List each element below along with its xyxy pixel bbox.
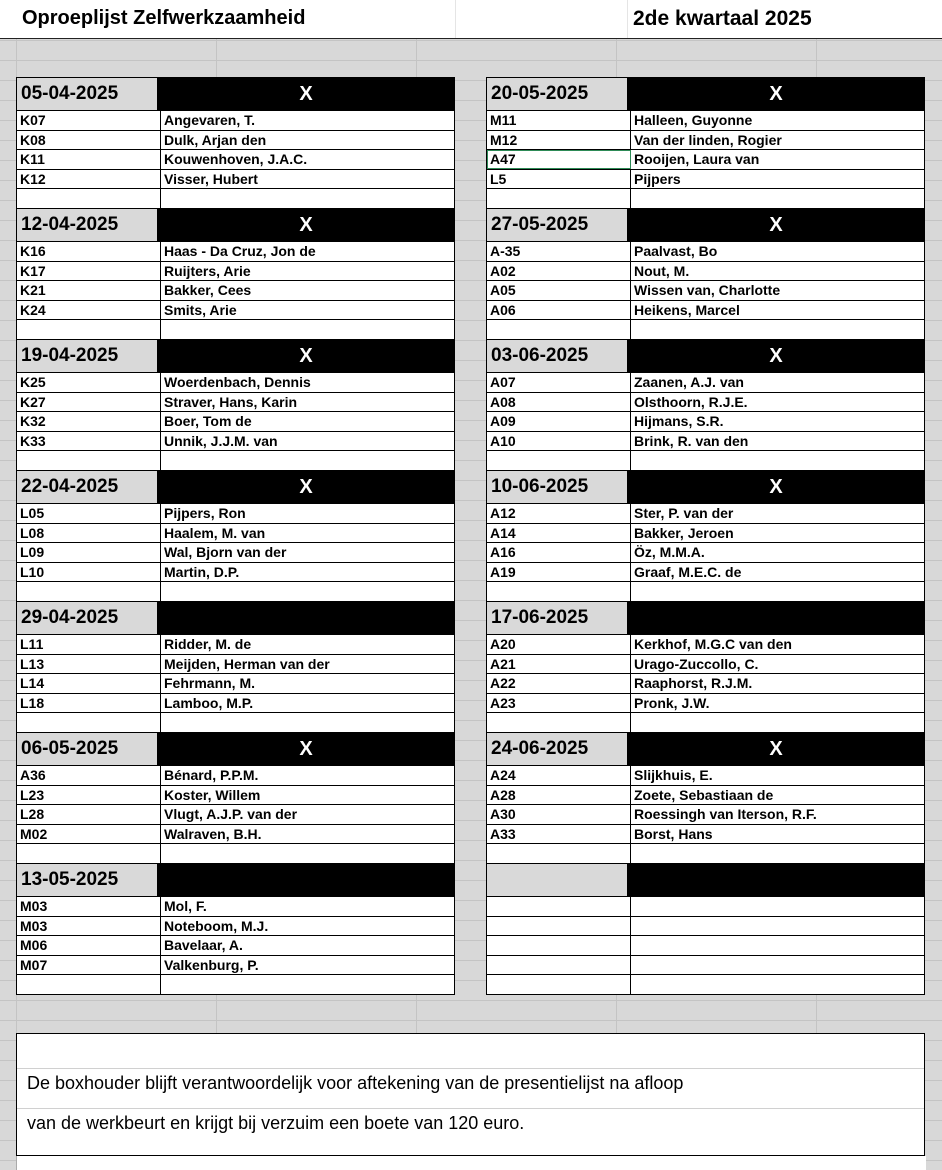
schedule-mark-cell[interactable]: X bbox=[627, 208, 925, 242]
box-code-cell[interactable]: L09 bbox=[17, 543, 161, 562]
table-row bbox=[486, 412, 925, 432]
member-name-cell[interactable] bbox=[631, 936, 924, 955]
box-code-cell[interactable]: M07 bbox=[17, 956, 161, 975]
member-name-cell[interactable]: Hijmans, S.R. bbox=[634, 413, 724, 430]
box-code-cell[interactable]: A22 bbox=[487, 674, 631, 693]
box-code-cell[interactable]: A06 bbox=[487, 301, 631, 320]
schedule-block-header bbox=[486, 339, 925, 373]
table-row bbox=[16, 786, 455, 806]
table-row bbox=[16, 373, 455, 393]
table-row bbox=[486, 844, 925, 864]
table-row bbox=[486, 786, 925, 806]
table-row bbox=[16, 844, 455, 864]
schedule-block-header bbox=[16, 77, 455, 111]
member-name-cell[interactable] bbox=[161, 189, 454, 208]
box-code-cell[interactable]: A05 bbox=[487, 281, 631, 300]
schedule-block bbox=[16, 339, 455, 470]
schedule-date-cell[interactable]: 17-06-2025 bbox=[486, 601, 627, 635]
table-row bbox=[16, 432, 455, 452]
sheet-header bbox=[0, 0, 942, 39]
table-row bbox=[486, 131, 925, 151]
table-row bbox=[16, 150, 455, 170]
schedule-date-cell[interactable]: 20-05-2025 bbox=[486, 77, 627, 111]
member-name-cell[interactable]: Halleen, Guyonne bbox=[634, 112, 753, 128]
box-code-cell[interactable]: A02 bbox=[487, 262, 631, 281]
member-name-cell[interactable]: Pijpers, Ron bbox=[164, 505, 246, 521]
member-name-cell[interactable]: Haalem, M. van bbox=[164, 524, 266, 541]
member-name-cell[interactable]: Unnik, J.J.M. van bbox=[164, 432, 278, 449]
table-row bbox=[16, 805, 455, 825]
schedule-block-header bbox=[486, 863, 925, 897]
box-code-cell[interactable]: A09 bbox=[487, 412, 631, 431]
schedule-mark-cell[interactable] bbox=[627, 863, 925, 897]
schedule-block-header bbox=[16, 339, 455, 373]
box-code-cell[interactable] bbox=[17, 189, 161, 208]
table-row bbox=[486, 563, 925, 583]
schedule-block-header bbox=[16, 732, 455, 766]
box-code-cell[interactable]: L05 bbox=[17, 504, 161, 523]
box-code-cell[interactable]: K08 bbox=[17, 131, 161, 150]
schedule-block bbox=[16, 77, 455, 208]
member-name-cell[interactable]: Zoete, Sebastiaan de bbox=[634, 786, 774, 803]
schedule-mark-cell[interactable]: X bbox=[627, 77, 925, 111]
box-code-cell[interactable] bbox=[487, 936, 631, 955]
member-name-cell[interactable]: Bénard, P.P.M. bbox=[164, 767, 259, 783]
table-row bbox=[486, 917, 925, 937]
box-code-cell[interactable] bbox=[487, 897, 631, 916]
table-row bbox=[486, 504, 925, 524]
member-name-cell[interactable]: Rooijen, Laura van bbox=[634, 151, 760, 168]
box-code-cell[interactable] bbox=[487, 917, 631, 936]
member-name-cell[interactable]: Visser, Hubert bbox=[164, 170, 258, 187]
schedule-mark-cell[interactable]: X bbox=[627, 339, 925, 373]
schedule-mark-cell[interactable]: X bbox=[157, 470, 455, 504]
member-name-cell[interactable]: Ruijters, Arie bbox=[164, 262, 251, 279]
box-code-cell[interactable]: A20 bbox=[487, 635, 631, 654]
box-code-cell[interactable] bbox=[487, 320, 631, 339]
table-row bbox=[486, 524, 925, 544]
schedule-date-cell[interactable]: 27-05-2025 bbox=[486, 208, 627, 242]
schedule-block bbox=[486, 470, 925, 601]
notice-gridline bbox=[17, 1068, 924, 1069]
schedule-mark-cell[interactable]: X bbox=[157, 732, 455, 766]
member-name-cell[interactable]: Paalvast, Bo bbox=[634, 243, 718, 259]
table-row bbox=[486, 694, 925, 714]
schedule-mark-cell[interactable] bbox=[157, 863, 455, 897]
table-row bbox=[486, 674, 925, 694]
box-code-cell[interactable]: A08 bbox=[487, 393, 631, 412]
schedule-block-header bbox=[16, 470, 455, 504]
member-name-cell[interactable]: Slijkhuis, E. bbox=[634, 767, 713, 783]
member-name-cell[interactable]: Nout, M. bbox=[634, 262, 690, 279]
table-row bbox=[16, 917, 455, 937]
schedule-date-cell[interactable]: 29-04-2025 bbox=[16, 601, 157, 635]
member-name-cell[interactable]: Öz, M.M.A. bbox=[634, 544, 705, 561]
schedule-block bbox=[486, 863, 925, 994]
table-row bbox=[486, 582, 925, 602]
box-code-cell[interactable]: A36 bbox=[17, 766, 161, 785]
box-code-cell[interactable]: L18 bbox=[17, 694, 161, 713]
box-code-cell[interactable]: K27 bbox=[17, 393, 161, 412]
notice-gridline bbox=[17, 1108, 924, 1109]
box-code-cell[interactable]: A47 bbox=[487, 150, 631, 169]
member-name-cell[interactable]: Ridder, M. de bbox=[164, 636, 252, 652]
member-name-cell[interactable]: Heikens, Marcel bbox=[634, 301, 740, 318]
table-row bbox=[16, 170, 455, 190]
table-row bbox=[16, 111, 455, 131]
schedule-block bbox=[16, 732, 455, 863]
left-schedule-column bbox=[16, 77, 455, 994]
table-row bbox=[486, 805, 925, 825]
table-row bbox=[486, 432, 925, 452]
schedule-date-cell[interactable]: 13-05-2025 bbox=[16, 863, 157, 897]
box-code-cell[interactable]: A23 bbox=[487, 694, 631, 713]
table-row bbox=[486, 897, 925, 917]
table-row bbox=[16, 956, 455, 976]
member-name-cell[interactable]: Angevaren, T. bbox=[164, 112, 256, 128]
table-row bbox=[486, 320, 925, 340]
box-code-cell[interactable] bbox=[487, 451, 631, 470]
box-code-cell[interactable]: A28 bbox=[487, 786, 631, 805]
quarter-label[interactable]: 2de kwartaal 2025 bbox=[633, 7, 812, 30]
schedule-date-cell[interactable]: 05-04-2025 bbox=[16, 77, 157, 111]
table-row bbox=[16, 936, 455, 956]
member-name-cell[interactable] bbox=[161, 320, 454, 339]
schedule-block bbox=[486, 77, 925, 208]
box-code-cell[interactable]: A19 bbox=[487, 563, 631, 582]
member-name-cell[interactable] bbox=[631, 897, 924, 916]
column-gridline bbox=[627, 0, 628, 38]
schedule-block bbox=[486, 339, 925, 470]
box-code-cell[interactable]: L23 bbox=[17, 786, 161, 805]
table-row bbox=[16, 393, 455, 413]
schedule-block-header bbox=[486, 208, 925, 242]
table-row bbox=[486, 825, 925, 845]
member-name-cell[interactable] bbox=[631, 320, 924, 339]
member-name-cell[interactable]: Graaf, M.E.C. de bbox=[634, 563, 742, 580]
member-name-cell[interactable]: Pronk, J.W. bbox=[634, 694, 710, 711]
table-row bbox=[16, 975, 455, 995]
notice-line-1: De boxhouder blijft verantwoordelijk voor aftekening van de presentielijst na afloop bbox=[27, 1073, 684, 1093]
box-code-cell[interactable] bbox=[17, 713, 161, 732]
table-row bbox=[16, 524, 455, 544]
box-code-cell[interactable]: A14 bbox=[487, 524, 631, 543]
member-name-cell[interactable] bbox=[161, 975, 454, 994]
member-name-cell[interactable]: Bakker, Jeroen bbox=[634, 524, 734, 541]
table-row bbox=[16, 582, 455, 602]
table-row bbox=[16, 242, 455, 262]
box-code-cell[interactable]: K16 bbox=[17, 242, 161, 261]
table-row bbox=[16, 301, 455, 321]
notice-box[interactable] bbox=[16, 1033, 925, 1156]
schedule-block-header bbox=[486, 732, 925, 766]
table-row bbox=[16, 320, 455, 340]
member-name-cell[interactable]: Roessingh van Iterson, R.F. bbox=[634, 806, 817, 823]
member-name-cell[interactable]: Meijden, Herman van der bbox=[164, 655, 330, 672]
table-row bbox=[16, 504, 455, 524]
box-code-cell[interactable]: A33 bbox=[487, 825, 631, 844]
box-code-cell[interactable]: M06 bbox=[17, 936, 161, 955]
member-name-cell[interactable]: Fehrmann, M. bbox=[164, 675, 256, 692]
member-name-cell[interactable]: Wissen van, Charlotte bbox=[634, 282, 781, 299]
table-row bbox=[486, 543, 925, 563]
table-row bbox=[486, 956, 925, 976]
table-row bbox=[486, 189, 925, 209]
table-row bbox=[486, 975, 925, 995]
table-row bbox=[16, 635, 455, 655]
table-row bbox=[486, 766, 925, 786]
box-code-cell[interactable] bbox=[17, 975, 161, 994]
member-name-cell[interactable]: Borst, Hans bbox=[634, 825, 713, 842]
member-name-cell[interactable]: Smits, Arie bbox=[164, 301, 237, 318]
schedule-block bbox=[16, 470, 455, 601]
schedule-mark-cell[interactable]: X bbox=[627, 732, 925, 766]
member-name-cell[interactable]: Martin, D.P. bbox=[164, 563, 240, 580]
box-code-cell[interactable] bbox=[17, 844, 161, 863]
member-name-cell[interactable] bbox=[161, 582, 454, 601]
table-row bbox=[486, 281, 925, 301]
box-code-cell[interactable]: A07 bbox=[487, 373, 631, 392]
box-code-cell[interactable]: K24 bbox=[17, 301, 161, 320]
member-name-cell[interactable]: Valkenburg, P. bbox=[164, 956, 259, 973]
box-code-cell[interactable]: K07 bbox=[17, 111, 161, 130]
box-code-cell[interactable] bbox=[17, 451, 161, 470]
member-name-cell[interactable]: Bakker, Cees bbox=[164, 282, 252, 299]
table-row bbox=[16, 655, 455, 675]
box-code-cell[interactable]: M03 bbox=[17, 897, 161, 916]
box-code-cell[interactable]: A12 bbox=[487, 504, 631, 523]
box-code-cell[interactable]: A16 bbox=[487, 543, 631, 562]
box-code-cell[interactable] bbox=[17, 582, 161, 601]
box-code-cell[interactable]: M02 bbox=[17, 825, 161, 844]
table-row bbox=[16, 262, 455, 282]
table-row bbox=[16, 543, 455, 563]
member-name-cell[interactable] bbox=[161, 713, 454, 732]
table-row bbox=[486, 111, 925, 131]
schedule-block bbox=[486, 208, 925, 339]
schedule-date-cell[interactable]: 24-06-2025 bbox=[486, 732, 627, 766]
schedule-date-cell[interactable]: 19-04-2025 bbox=[16, 339, 157, 373]
table-row bbox=[16, 897, 455, 917]
schedule-block-header bbox=[486, 77, 925, 111]
box-code-cell[interactable]: A-35 bbox=[487, 242, 631, 261]
member-name-cell[interactable]: Urago-Zuccollo, C. bbox=[634, 655, 759, 672]
table-row bbox=[16, 281, 455, 301]
member-name-cell[interactable]: Zaanen, A.J. van bbox=[634, 374, 744, 390]
table-row bbox=[16, 713, 455, 733]
box-code-cell[interactable]: M12 bbox=[487, 131, 631, 150]
box-code-cell[interactable] bbox=[487, 844, 631, 863]
member-name-cell[interactable]: Brink, R. van den bbox=[634, 432, 749, 449]
member-name-cell[interactable] bbox=[631, 975, 924, 994]
member-name-cell[interactable]: Dulk, Arjan den bbox=[164, 131, 267, 148]
table-row bbox=[486, 451, 925, 471]
schedule-block bbox=[486, 732, 925, 863]
schedule-block-header bbox=[486, 470, 925, 504]
schedule-mark-cell[interactable]: X bbox=[157, 208, 455, 242]
box-code-cell[interactable] bbox=[487, 582, 631, 601]
table-row bbox=[486, 301, 925, 321]
member-name-cell[interactable] bbox=[631, 582, 924, 601]
member-name-cell[interactable] bbox=[631, 713, 924, 732]
schedule-block bbox=[16, 601, 455, 732]
table-row bbox=[16, 766, 455, 786]
table-row bbox=[486, 242, 925, 262]
box-code-cell[interactable]: L08 bbox=[17, 524, 161, 543]
table-row bbox=[16, 131, 455, 151]
box-code-cell[interactable]: L14 bbox=[17, 674, 161, 693]
box-code-cell[interactable]: L28 bbox=[17, 805, 161, 824]
member-name-cell[interactable]: Noteboom, M.J. bbox=[164, 917, 269, 934]
box-code-cell[interactable]: K21 bbox=[17, 281, 161, 300]
table-row bbox=[16, 694, 455, 714]
member-name-cell[interactable]: Olsthoorn, R.J.E. bbox=[634, 393, 748, 410]
table-row bbox=[16, 412, 455, 432]
right-schedule-column bbox=[486, 77, 925, 994]
sheet-title[interactable]: Oproeplijst Zelfwerkzaamheid bbox=[22, 7, 306, 29]
table-row bbox=[486, 393, 925, 413]
table-row bbox=[16, 189, 455, 209]
table-row bbox=[486, 262, 925, 282]
member-name-cell[interactable]: Raaphorst, R.J.M. bbox=[634, 675, 753, 692]
schedule-block bbox=[16, 863, 455, 994]
table-row bbox=[486, 635, 925, 655]
box-code-cell[interactable]: M11 bbox=[487, 111, 631, 130]
schedule-mark-cell[interactable]: X bbox=[157, 77, 455, 111]
box-code-cell[interactable]: K12 bbox=[17, 170, 161, 189]
notice-line-2: van de werkbeurt en krijgt bij verzuim een boete van 120 euro. bbox=[27, 1113, 525, 1133]
schedule-date-cell[interactable]: 03-06-2025 bbox=[486, 339, 627, 373]
member-name-cell[interactable]: Mol, F. bbox=[164, 898, 207, 914]
table-row bbox=[486, 170, 925, 190]
schedule-block bbox=[486, 601, 925, 732]
member-name-cell[interactable] bbox=[631, 189, 924, 208]
table-row bbox=[486, 150, 925, 170]
schedule-date-cell[interactable]: 06-05-2025 bbox=[16, 732, 157, 766]
box-code-cell[interactable]: M03 bbox=[17, 917, 161, 936]
member-name-cell[interactable]: Vlugt, A.J.P. van der bbox=[164, 806, 298, 823]
box-code-cell[interactable]: L5 bbox=[487, 170, 631, 189]
member-name-cell[interactable]: Boer, Tom de bbox=[164, 413, 252, 430]
box-code-cell[interactable] bbox=[17, 320, 161, 339]
member-name-cell[interactable] bbox=[631, 956, 924, 975]
member-name-cell[interactable] bbox=[631, 451, 924, 470]
box-code-cell[interactable]: A24 bbox=[487, 766, 631, 785]
schedule-date-cell[interactable]: 10-06-2025 bbox=[486, 470, 627, 504]
member-name-cell[interactable] bbox=[161, 844, 454, 863]
box-code-cell[interactable] bbox=[487, 713, 631, 732]
member-name-cell[interactable] bbox=[631, 844, 924, 863]
table-row bbox=[16, 825, 455, 845]
schedule-block-header bbox=[16, 208, 455, 242]
table-row bbox=[16, 674, 455, 694]
table-row bbox=[486, 373, 925, 393]
box-code-cell[interactable]: L13 bbox=[17, 655, 161, 674]
box-code-cell[interactable]: A10 bbox=[487, 432, 631, 451]
box-code-cell[interactable]: K32 bbox=[17, 412, 161, 431]
box-code-cell[interactable]: A21 bbox=[487, 655, 631, 674]
box-code-cell[interactable]: L11 bbox=[17, 635, 161, 654]
table-row bbox=[16, 563, 455, 583]
box-code-cell[interactable]: K25 bbox=[17, 373, 161, 392]
schedule-mark-cell[interactable]: X bbox=[157, 339, 455, 373]
member-name-cell[interactable] bbox=[161, 451, 454, 470]
member-name-cell[interactable]: Bavelaar, A. bbox=[164, 937, 243, 954]
member-name-cell[interactable]: Wal, Bjorn van der bbox=[164, 544, 287, 561]
schedule-mark-cell[interactable] bbox=[627, 601, 925, 635]
member-name-cell[interactable]: Ster, P. van der bbox=[634, 505, 734, 521]
table-row bbox=[486, 655, 925, 675]
box-code-cell[interactable]: K33 bbox=[17, 432, 161, 451]
box-code-cell[interactable] bbox=[487, 975, 631, 994]
member-name-cell[interactable]: Walraven, B.H. bbox=[164, 825, 262, 842]
schedule-date-cell[interactable]: 22-04-2025 bbox=[16, 470, 157, 504]
column-gridline bbox=[455, 0, 456, 38]
member-name-cell[interactable]: Kouwenhoven, J.A.C. bbox=[164, 151, 308, 168]
member-name-cell[interactable]: Woerdenbach, Dennis bbox=[164, 374, 311, 390]
member-name-cell[interactable]: Straver, Hans, Karin bbox=[164, 393, 298, 410]
schedule-block-header bbox=[16, 863, 455, 897]
schedule-date-cell[interactable] bbox=[486, 863, 627, 897]
schedule-block bbox=[16, 208, 455, 339]
member-name-cell[interactable]: Kerkhof, M.G.C van den bbox=[634, 636, 792, 652]
member-name-cell[interactable]: Van der linden, Rogier bbox=[634, 131, 782, 148]
box-code-cell[interactable] bbox=[487, 956, 631, 975]
schedule-block-header bbox=[486, 601, 925, 635]
table-row bbox=[486, 936, 925, 956]
schedule-block-header bbox=[16, 601, 455, 635]
member-name-cell[interactable]: Lamboo, M.P. bbox=[164, 694, 254, 711]
member-name-cell[interactable] bbox=[631, 917, 924, 936]
box-code-cell[interactable]: L10 bbox=[17, 563, 161, 582]
member-name-cell[interactable]: Koster, Willem bbox=[164, 786, 261, 803]
sheet-bottom-row bbox=[16, 1156, 926, 1170]
box-code-cell[interactable] bbox=[487, 189, 631, 208]
box-code-cell[interactable]: K11 bbox=[17, 150, 161, 169]
schedule-date-cell[interactable]: 12-04-2025 bbox=[16, 208, 157, 242]
table-row bbox=[486, 713, 925, 733]
schedule-mark-cell[interactable] bbox=[157, 601, 455, 635]
table-row bbox=[16, 451, 455, 471]
schedule-mark-cell[interactable]: X bbox=[627, 470, 925, 504]
member-name-cell[interactable]: Pijpers bbox=[634, 170, 681, 187]
box-code-cell[interactable]: A30 bbox=[487, 805, 631, 824]
member-name-cell[interactable]: Haas - Da Cruz, Jon de bbox=[164, 243, 316, 259]
box-code-cell[interactable]: K17 bbox=[17, 262, 161, 281]
